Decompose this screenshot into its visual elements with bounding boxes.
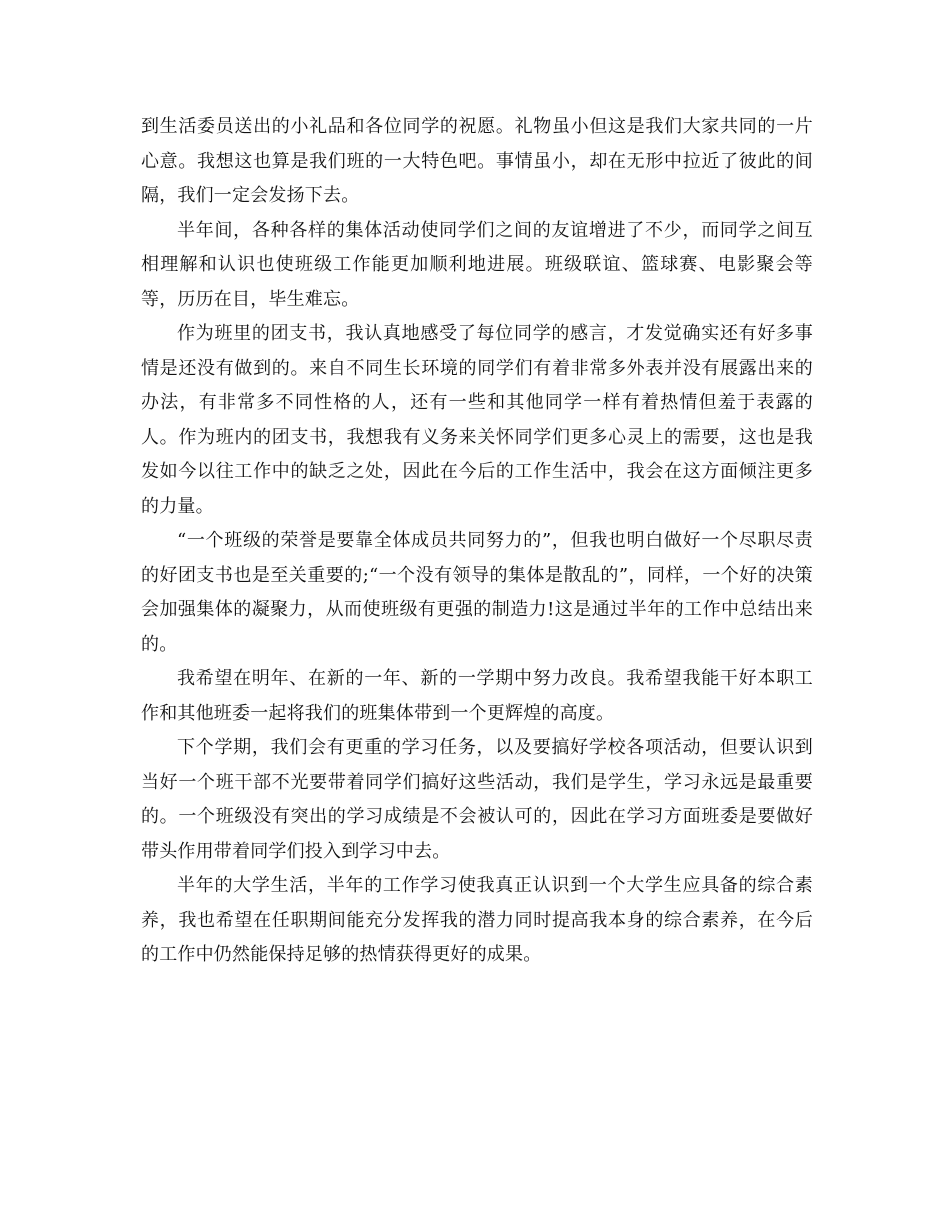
paragraph-5: 我希望在明年、在新的一年、新的一学期中努力改良。我希望我能干好本职工作和其他班委一起将我们的班集体带到一个更辉煌的高度。	[141, 668, 813, 724]
paragraph-3: 作为班里的团支书，我认真地感受了每位同学的感言，才发觉确实还有好多事情是还没有做到的。来自不同生长环境的同学们有着非常多外表并没有展露出来的办法，有非常多不同性格的人，还有一些和其他同学一样有着热情但羞于表露的人。作为班内的团支书，我想我有义务来关怀同学们更多心灵上的需要，这也是我发如今以往工作中的缺乏之处，因此在今后的工作生活中，我会在这方面倾注更多的力量。	[141, 323, 813, 517]
paragraph-4: “一个班级的荣誉是要靠全体成员共同努力的”，但我也明白做好一个尽职尽责的好团支书也是至关重要的;“一个没有领导的集体是散乱的”，同样，一个好的决策会加强集体的凝聚力，从而使班级有更强的制造力!这是通过半年的工作中总结出来的。	[141, 530, 813, 655]
paragraph-1: 到生活委员送出的小礼品和各位同学的祝愿。礼物虽小但这是我们大家共同的一片心意。我想这也算是我们班的一大特色吧。事情虽小，却在无形中拉近了彼此的间隔，我们一定会发扬下去。	[141, 116, 813, 206]
paragraph-2: 半年间，各种各样的集体活动使同学们之间的友谊增进了不少，而同学之间互相理解和认识也使班级工作能更加顺利地进展。班级联谊、篮球赛、电影聚会等等，历历在目，毕生难忘。	[141, 219, 813, 310]
paragraph-6: 下个学期，我们会有更重的学习任务，以及要搞好学校各项活动，但要认识到当好一个班干部不光要带着同学们搞好这些活动，我们是学生，学习永远是最重要的。一个班级没有突出的学习成绩是不会被认可的，因此在学习方面班委是要做好带头作用带着同学们投入到学习中去。	[141, 737, 813, 862]
paragraph-7: 半年的大学生活，半年的工作学习使我真正认识到一个大学生应具备的综合素养，我也希望在任职期间能充分发挥我的潜力同时提高我本身的综合素养，在今后的工作中仍然能保持足够的热情获得更好的成果。	[141, 875, 813, 965]
document-body	[141, 110, 813, 973]
